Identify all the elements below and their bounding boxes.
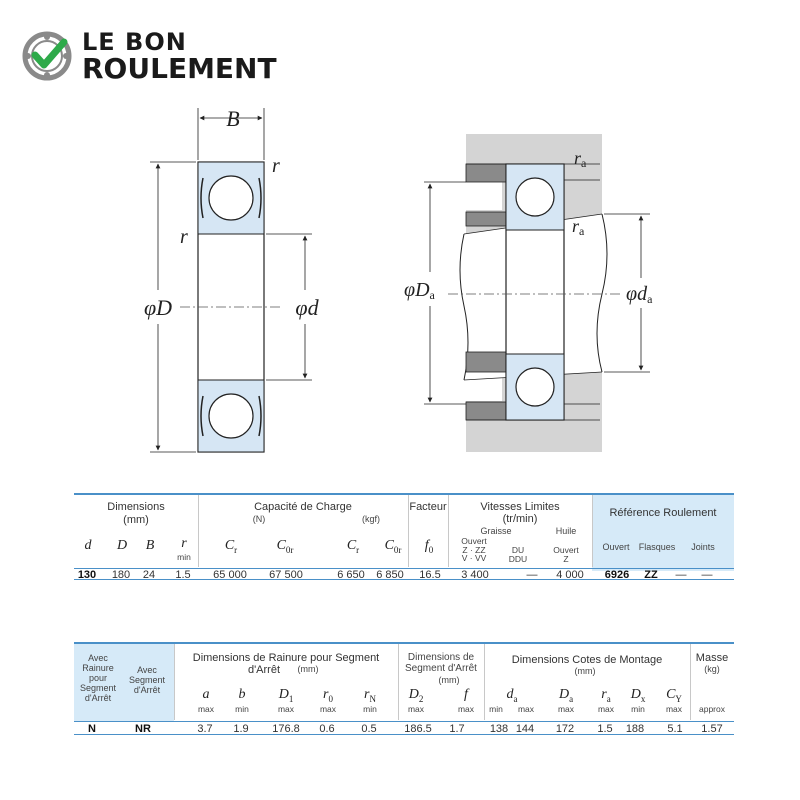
val-a: 3.7	[197, 723, 213, 735]
val-cr-kgf: 6 650	[337, 569, 365, 581]
logo-line2: ROULEMENT	[82, 52, 277, 85]
val-d: 130	[77, 569, 97, 581]
sym-rmin: min	[177, 552, 191, 562]
table-bearing-specs: Dimensions (mm) Capacité de Charge (N) (kgf) Facteur Vitesses Limites (tr/min) Graisse Huile Ouvert Z · ZZ V · VV DU DDU Ouvert Z Référence Roulement Ouvert Flasques Joints d D B r min $C_r$ $C_{0r}$ $C_r$ $C_{0r}$ $f_0$ 130 180 24 1.5 65 000 67 500 6 650 6 850 16.5 3 400 — 4 000 6926 ZZ — —	[74, 493, 734, 583]
label-Da: φD	[404, 279, 430, 301]
val-D2: 186.5	[404, 723, 432, 735]
lim-da-min: min	[489, 704, 503, 714]
label-B: B	[226, 106, 240, 131]
sym-f0: f	[424, 538, 429, 553]
val-ref-zz: ZZ	[644, 569, 658, 581]
sym-B: B	[145, 538, 155, 553]
hdr-mount-unit: (mm)	[574, 666, 596, 676]
sym-D2: D	[408, 687, 419, 702]
svg-text:ra: ra	[572, 216, 585, 238]
val-B: 24	[142, 569, 156, 581]
lim-Dx: min	[631, 704, 645, 714]
label-r-top: r	[272, 155, 280, 177]
lim-D2: max	[407, 704, 425, 714]
hdr-ref-open: Ouvert	[602, 542, 630, 552]
lim-ra: max	[597, 704, 615, 714]
svg-text:ra: ra	[574, 148, 587, 170]
sym-r0: r	[323, 687, 329, 702]
sym-CY: C	[666, 687, 676, 702]
svg-text:φDa: φDa	[404, 279, 435, 302]
hdr-dimensions-unit: (mm)	[123, 514, 149, 526]
logo-line1: LE BON	[82, 28, 187, 56]
sym-c0r-kgf: C	[384, 538, 394, 553]
hdr-ref-flasques: Flasques	[638, 542, 676, 552]
sym-r: r	[181, 536, 187, 551]
val-ra: 1.5	[597, 723, 613, 735]
label-D: φD	[143, 295, 173, 320]
sym-rN: r	[364, 687, 370, 702]
val-rN: 0.5	[361, 723, 377, 735]
val-c0r-kgf: 6 850	[376, 569, 404, 581]
svg-text:φda: φda	[626, 283, 653, 306]
sym-d: d	[84, 538, 92, 553]
sym-c0r: C	[276, 538, 286, 553]
val-Dx: 188	[625, 723, 645, 735]
hdr-capacity: Capacité de Charge	[254, 501, 352, 513]
val-D: 180	[111, 569, 131, 581]
hdr-capacity-n: (N)	[252, 514, 266, 524]
hdr-avec-segment-1: Avec	[137, 665, 157, 675]
hdr-capacity-kgf: (kgf)	[362, 514, 380, 524]
sym-cr: C	[224, 538, 235, 553]
lim-CY: max	[665, 704, 683, 714]
hdr-ring: Dimensions de	[407, 652, 475, 663]
hdr-mount: Dimensions Cotes de Montage	[511, 654, 663, 666]
sym-Dx: D	[630, 687, 641, 702]
sym-D1: D	[278, 687, 289, 702]
hdr-groove: Dimensions de Rainure pour Segment	[192, 652, 380, 664]
val-N: N	[88, 723, 96, 735]
val-ref-open: 6926	[604, 569, 630, 581]
lim-D1: max	[277, 704, 295, 714]
sym-cr-kgf: C	[346, 538, 357, 553]
bearing-section-left	[144, 106, 320, 452]
val-f: 1.7	[449, 723, 465, 735]
table-snap-ring-specs: Avec Rainure pour Segment d'Arrêt Avec Segment d'Arrêt Dimensions de Rainure pour Segment d'Arrêt (mm) Dimensions de Segment d'Arrêt (mm) Dimensions Cotes de Montage (mm) Masse (kg) a b $D_1$ $r_0$ $r_N$ $D_2$ f $d_a$ $D_a$ $r_a$ $D_x$ $C_Y$ max min max max min max max min max max max min max approx N NR 3.7 1.9 176.8 0.6 0.5 186.5 1.7 138 144 172 1.5 188 5.1 1.57	[74, 642, 734, 742]
hdr-o-open: Ouvert	[553, 545, 579, 555]
label-ra-top: r	[574, 148, 582, 168]
val-ref-j1: —	[675, 569, 687, 581]
hdr-grease: Graisse	[480, 526, 512, 536]
hdr-mass-unit: (kg)	[704, 664, 720, 674]
hdr-avec-rainure-1: Avec	[88, 653, 108, 663]
hdr-factor: Facteur	[409, 501, 447, 513]
val-oil-open: 4 000	[556, 569, 584, 581]
hdr-groove-unit: (mm)	[297, 664, 319, 674]
val-r: 1.5	[175, 569, 191, 581]
bearing-mounting-right	[404, 134, 653, 452]
val-c0r-n: 67 500	[269, 569, 303, 581]
val-r0: 0.6	[319, 723, 335, 735]
lim-rN: min	[363, 704, 377, 714]
val-da-max: 144	[515, 723, 535, 735]
lim-da-max: max	[517, 704, 535, 714]
hdr-mass: Masse	[695, 652, 729, 664]
lim-a: max	[197, 704, 215, 714]
hdr-reference: Référence Roulement	[609, 507, 717, 519]
lim-f: max	[457, 704, 475, 714]
hdr-speeds: Vitesses Limites	[480, 501, 560, 513]
val-grease-open: 3 400	[461, 569, 489, 581]
val-f0: 16.5	[419, 569, 441, 581]
val-da-min: 138	[489, 723, 509, 735]
sym-b: b	[238, 687, 246, 702]
hdr-ring2: Segment d'Arrêt	[405, 663, 477, 674]
label-d: φd	[295, 295, 319, 320]
sym-a: a	[202, 687, 210, 702]
label-da: φd	[626, 283, 648, 305]
hdr-ring-unit: (mm)	[438, 675, 460, 685]
label-r-left: r	[180, 226, 188, 248]
lim-mass: approx	[699, 704, 725, 714]
lim-r0: max	[319, 704, 337, 714]
sym-D: D	[116, 538, 128, 553]
hdr-dimensions: Dimensions	[107, 501, 165, 513]
hdr-oil: Huile	[555, 526, 577, 536]
hdr-groove2: d'Arrêt	[247, 664, 281, 676]
lim-Da: max	[557, 704, 575, 714]
lim-b: min	[235, 704, 249, 714]
sym-Da: D	[558, 687, 570, 702]
val-b: 1.9	[233, 723, 249, 735]
val-Da: 172	[555, 723, 575, 735]
label-ra-mid: r	[572, 216, 580, 236]
val-ref-j2: —	[701, 569, 713, 581]
sym-f: f	[464, 687, 468, 702]
val-D1: 176.8	[272, 723, 300, 735]
sym-ra: r	[601, 687, 607, 702]
val-cr-n: 65 000	[213, 569, 247, 581]
val-CY: 5.1	[667, 723, 683, 735]
hdr-ref-joints: Joints	[691, 542, 715, 552]
hdr-g-open: Ouvert	[461, 536, 487, 546]
val-mass: 1.57	[701, 723, 723, 735]
sym-da: d	[506, 687, 514, 702]
val-grease-du: —	[526, 569, 538, 581]
hdr-g-du: DU	[511, 545, 525, 555]
hdr-speeds-unit: (tr/min)	[502, 513, 538, 525]
val-NR: NR	[135, 723, 151, 735]
